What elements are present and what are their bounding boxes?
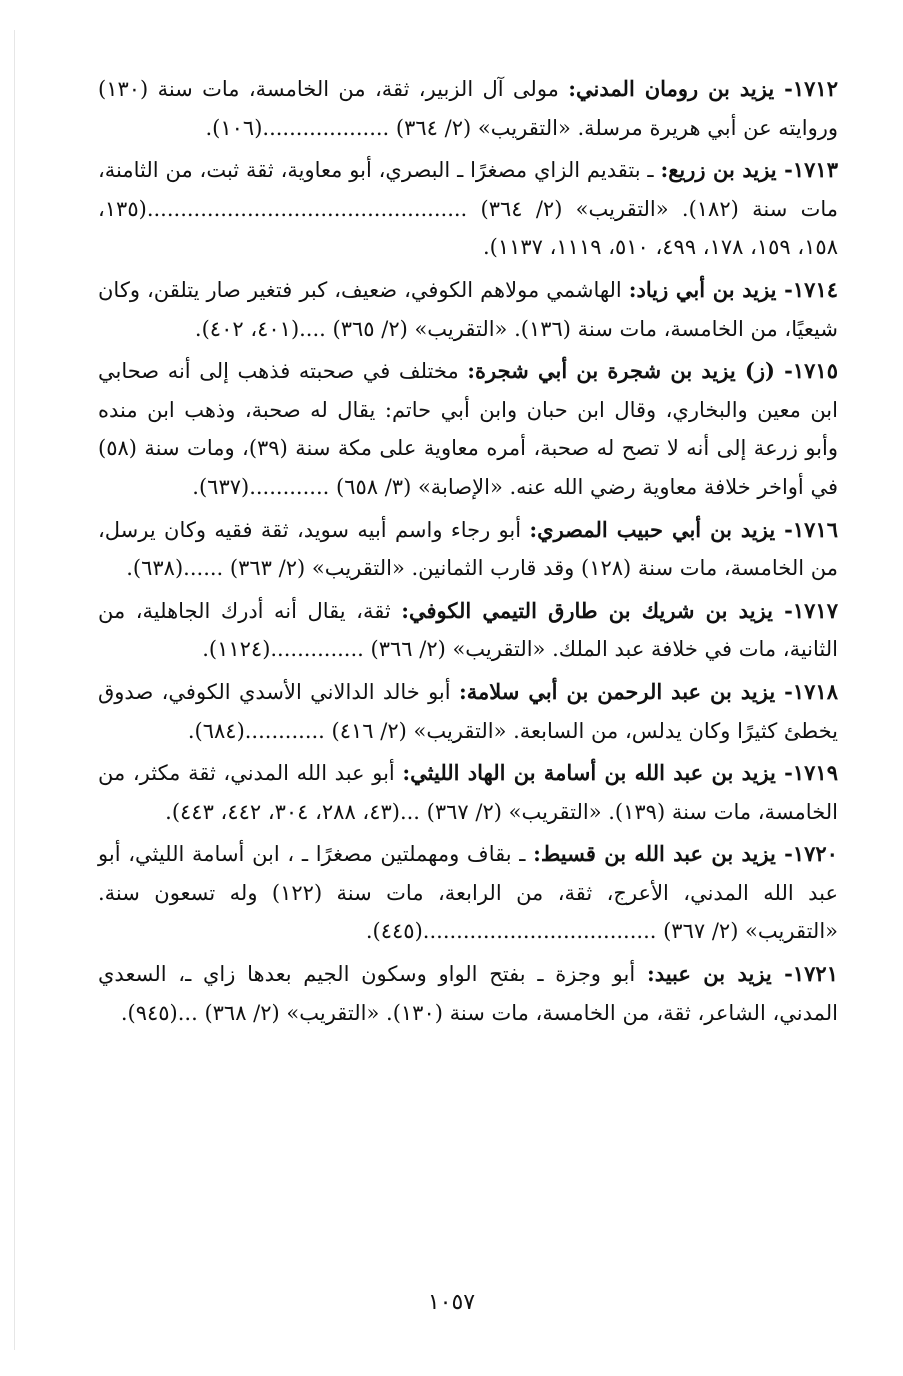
entry-1721: ١٧٢١- يزيد بن عبيد: أبو وجزة ـ بفتح الواو وسكون الجيم بعدها زاي ـ، السعدي المدني، الشاعر، ثقة، من الخامسة، مات سنة (١٣٠). «التقريب» (٢/ ٣٦٨) ...(٩٤٥). bbox=[98, 961, 838, 1025]
entry-1713: ١٧١٣- يزيد بن زريع: ـ بتقديم الزاي مصغرًا ـ البصري، أبو معاوية، ثقة ثبت، من الثامنة، مات سنة (١٨٢). «التقريب» (٢/ ٣٦٤) ................................................(١٣٥، ١٥٨، ١٥٩، ١٧٨، ٤٩٩، ٥١٠، ١١١٩، ١١٣٧). bbox=[98, 157, 838, 260]
entry-text: مولى آل الزبير، ثقة، من الخامسة، مات سنة (١٣٠) وروايته عن أبي هريرة مرسلة. «التقريب» (٢/ ٣٦٤) ...................(١٠٦). bbox=[98, 77, 838, 140]
entry-name: يزيد بن عبد الله بن قسيط: bbox=[533, 841, 776, 867]
entry-text: أبو رجاء واسم أبيه سويد، ثقة فقيه وكان يرسل، من الخامسة، مات سنة (١٢٨) وقد قارب الثمانين. «التقريب» (٢/ ٣٦٣) ......(٦٣٨). bbox=[98, 517, 838, 581]
entry-number: ١٧١٢ bbox=[792, 76, 838, 101]
entry-1720: ١٧٢٠- يزيد بن عبد الله بن قسيط: ـ بقاف ومهملتين مصغرًا ـ ، ابن أسامة الليثي، أبو عبد الله المدني، الأعرج، ثقة، من الرابعة، مات سنة (١٢٢) وله تسعون سنة. «التقريب» (٢/ ٣٦٧) ...................................(٤٤٥). bbox=[98, 841, 838, 944]
entry-1716: ١٧١٦- يزيد بن أبي حبيب المصري: أبو رجاء واسم أبيه سويد، ثقة فقيه وكان يرسل، من الخامسة، مات سنة (١٢٨) وقد قارب الثمانين. «التقريب» (٢/ ٣٦٣) ......(٦٣٨). bbox=[98, 516, 839, 581]
entry-name: يزيد بن عبيد: bbox=[646, 961, 772, 987]
biography-entries bbox=[98, 70, 838, 1036]
page-edge-shadow bbox=[14, 30, 15, 1350]
entry-text: أبو خالد الدالاني الأسدي الكوفي، صدوق يخطئ كثيرًا وكان يدلس، من السابعة. «التقريب» (٢/ ٤١٦) ............(٦٨٤). bbox=[98, 679, 838, 743]
entry-text: ـ بقاف ومهملتين مصغرًا ـ ، ابن أسامة الليثي، أبو عبد الله المدني، الأعرج، ثقة، من الرابعة، مات سنة (١٢٢) وله تسعون سنة. «التقريب» (٢/ ٣٦٧) ...................................(٤٤٥). bbox=[98, 842, 838, 944]
entry-1715: ١٧١٥- (ز) يزيد بن شجرة بن أبي شجرة: مختلف في صحبته فذهب إلى أنه صحابي ابن معين والبخاري، وقال ابن حبان وابن أبي حاتم: يقال له صحبة، وذهب ابن منده وأبو زرعة إلى أنه لا تصح له صحبة، أمره معاوية على مكة سنة (٣٩)، ومات سنة (٥٨) في أواخر خلافة معاوية رضي الله عنه. «الإصابة» (٣/ ٦٥٨) ............(٦٣٧). bbox=[98, 358, 838, 499]
entry-1718: ١٧١٨- يزيد بن عبد الرحمن بن أبي سلامة: أبو خالد الدالاني الأسدي الكوفي، صدوق يخطئ كثيرًا وكان يدلس، من السابعة. «التقريب» (٢/ ٤١٦) ............(٦٨٤). bbox=[98, 678, 838, 743]
page-number: ١٠٥٧ bbox=[427, 1290, 476, 1315]
entry-number: ١٧١٧ bbox=[792, 597, 838, 623]
entry-name: يزيد بن زريع: bbox=[660, 157, 777, 183]
entry-number: ١٧٢١ bbox=[792, 961, 838, 987]
entry-number: ١٧١٣ bbox=[792, 157, 838, 183]
entry-name: (ز) يزيد بن شجرة بن أبي شجرة: bbox=[467, 358, 775, 384]
entry-1719: ١٧١٩- يزيد بن عبد الله بن أسامة بن الهاد الليثي: أبو عبد الله المدني، ثقة مكثر، من الخامسة، مات سنة (١٣٩). «التقريب» (٢/ ٣٦٧) ...(٤٣، ٢٨٨، ٣٠٤، ٤٤٢، ٤٤٣). bbox=[98, 760, 838, 824]
entry-name: يزيد بن شريك بن طارق التيمي الكوفي: bbox=[401, 597, 773, 623]
entry-number: ١٧١٨ bbox=[792, 678, 838, 704]
entry-text: مختلف في صحبته فذهب إلى أنه صحابي ابن معين والبخاري، وقال ابن حبان وابن أبي حاتم: يقال له صحبة، وذهب ابن منده وأبو زرعة إلى أنه لا تصح له صحبة، أمره معاوية على مكة سنة (٣٩)، ومات سنة (٥٨) في أواخر خلافة معاوية رضي الله عنه. «الإصابة» (٣/ ٦٥٨) ............(٦٣٧). bbox=[98, 359, 838, 499]
entry-name: يزيد بن أبي حبيب المصري: bbox=[529, 516, 776, 542]
entry-text: ـ بتقديم الزاي مصغرًا ـ البصري، أبو معاوية، ثقة ثبت، من الثامنة، مات سنة (١٨٢). «التقريب» (٢/ ٣٦٤) ................................................(١٣٥، ١٥٨، ١٥٩، ١٧٨، ٤٩٩، ٥١٠، ١١١٩، ١١٣٧). bbox=[98, 158, 838, 260]
entry-text: الهاشمي مولاهم الكوفي، ضعيف، كبر فتغير صار يتلقن، وكان شيعيًا، من الخامسة، مات سنة (١٣٦). «التقريب» (٢/ ٣٦٥) ....(٤٠١، ٤٠٢). bbox=[98, 277, 838, 341]
entry-1712: ١٧١٢- يزيد بن رومان المدني: مولى آل الزبير، ثقة، من الخامسة، مات سنة (١٣٠) وروايته عن أبي هريرة مرسلة. «التقريب» (٢/ ٣٦٤) ...................(١٠٦). bbox=[98, 76, 838, 140]
entry-number: ١٧١٥ bbox=[792, 358, 838, 384]
entry-text: ثقة، يقال أنه أدرك الجاهلية، من الثانية، مات في خلافة عبد الملك. «التقريب» (٢/ ٣٦٦) ..............(١١٢٤). bbox=[98, 598, 838, 662]
entry-number: ١٧١٦ bbox=[792, 516, 839, 542]
entry-number: ١٧١٤ bbox=[792, 276, 839, 302]
entry-text: أبو وجزة ـ بفتح الواو وسكون الجيم بعدها زاي ـ، السعدي المدني، الشاعر، ثقة، من الخامسة، مات سنة (١٣٠). «التقريب» (٢/ ٣٦٨) ...(٩٤٥). bbox=[98, 962, 838, 1025]
entry-text: أبو عبد الله المدني، ثقة مكثر، من الخامسة، مات سنة (١٣٩). «التقريب» (٢/ ٣٦٧) ...(٤٣، ٢٨٨، ٣٠٤، ٤٤٢، ٤٤٣). bbox=[98, 761, 838, 824]
entry-name: يزيد بن أبي زياد: bbox=[628, 276, 777, 302]
entry-1717: ١٧١٧- يزيد بن شريك بن طارق التيمي الكوفي: ثقة، يقال أنه أدرك الجاهلية، من الثانية، مات في خلافة عبد الملك. «التقريب» (٢/ ٣٦٦) ..............(١١٢٤). bbox=[98, 597, 838, 662]
entry-name: يزيد بن عبد الرحمن بن أبي سلامة: bbox=[458, 678, 776, 704]
entry-1714: ١٧١٤- يزيد بن أبي زياد: الهاشمي مولاهم الكوفي، ضعيف، كبر فتغير صار يتلقن، وكان شيعيًا، من الخامسة، مات سنة (١٣٦). «التقريب» (٢/ ٣٦٥) ....(٤٠١، ٤٠٢). bbox=[98, 276, 839, 341]
entry-name: يزيد بن رومان المدني: bbox=[568, 76, 775, 101]
entry-number: ١٧٢٠ bbox=[792, 841, 838, 867]
entry-number: ١٧١٩ bbox=[792, 760, 838, 786]
entry-name: يزيد بن عبد الله بن أسامة بن الهاد الليثي: bbox=[402, 760, 776, 786]
